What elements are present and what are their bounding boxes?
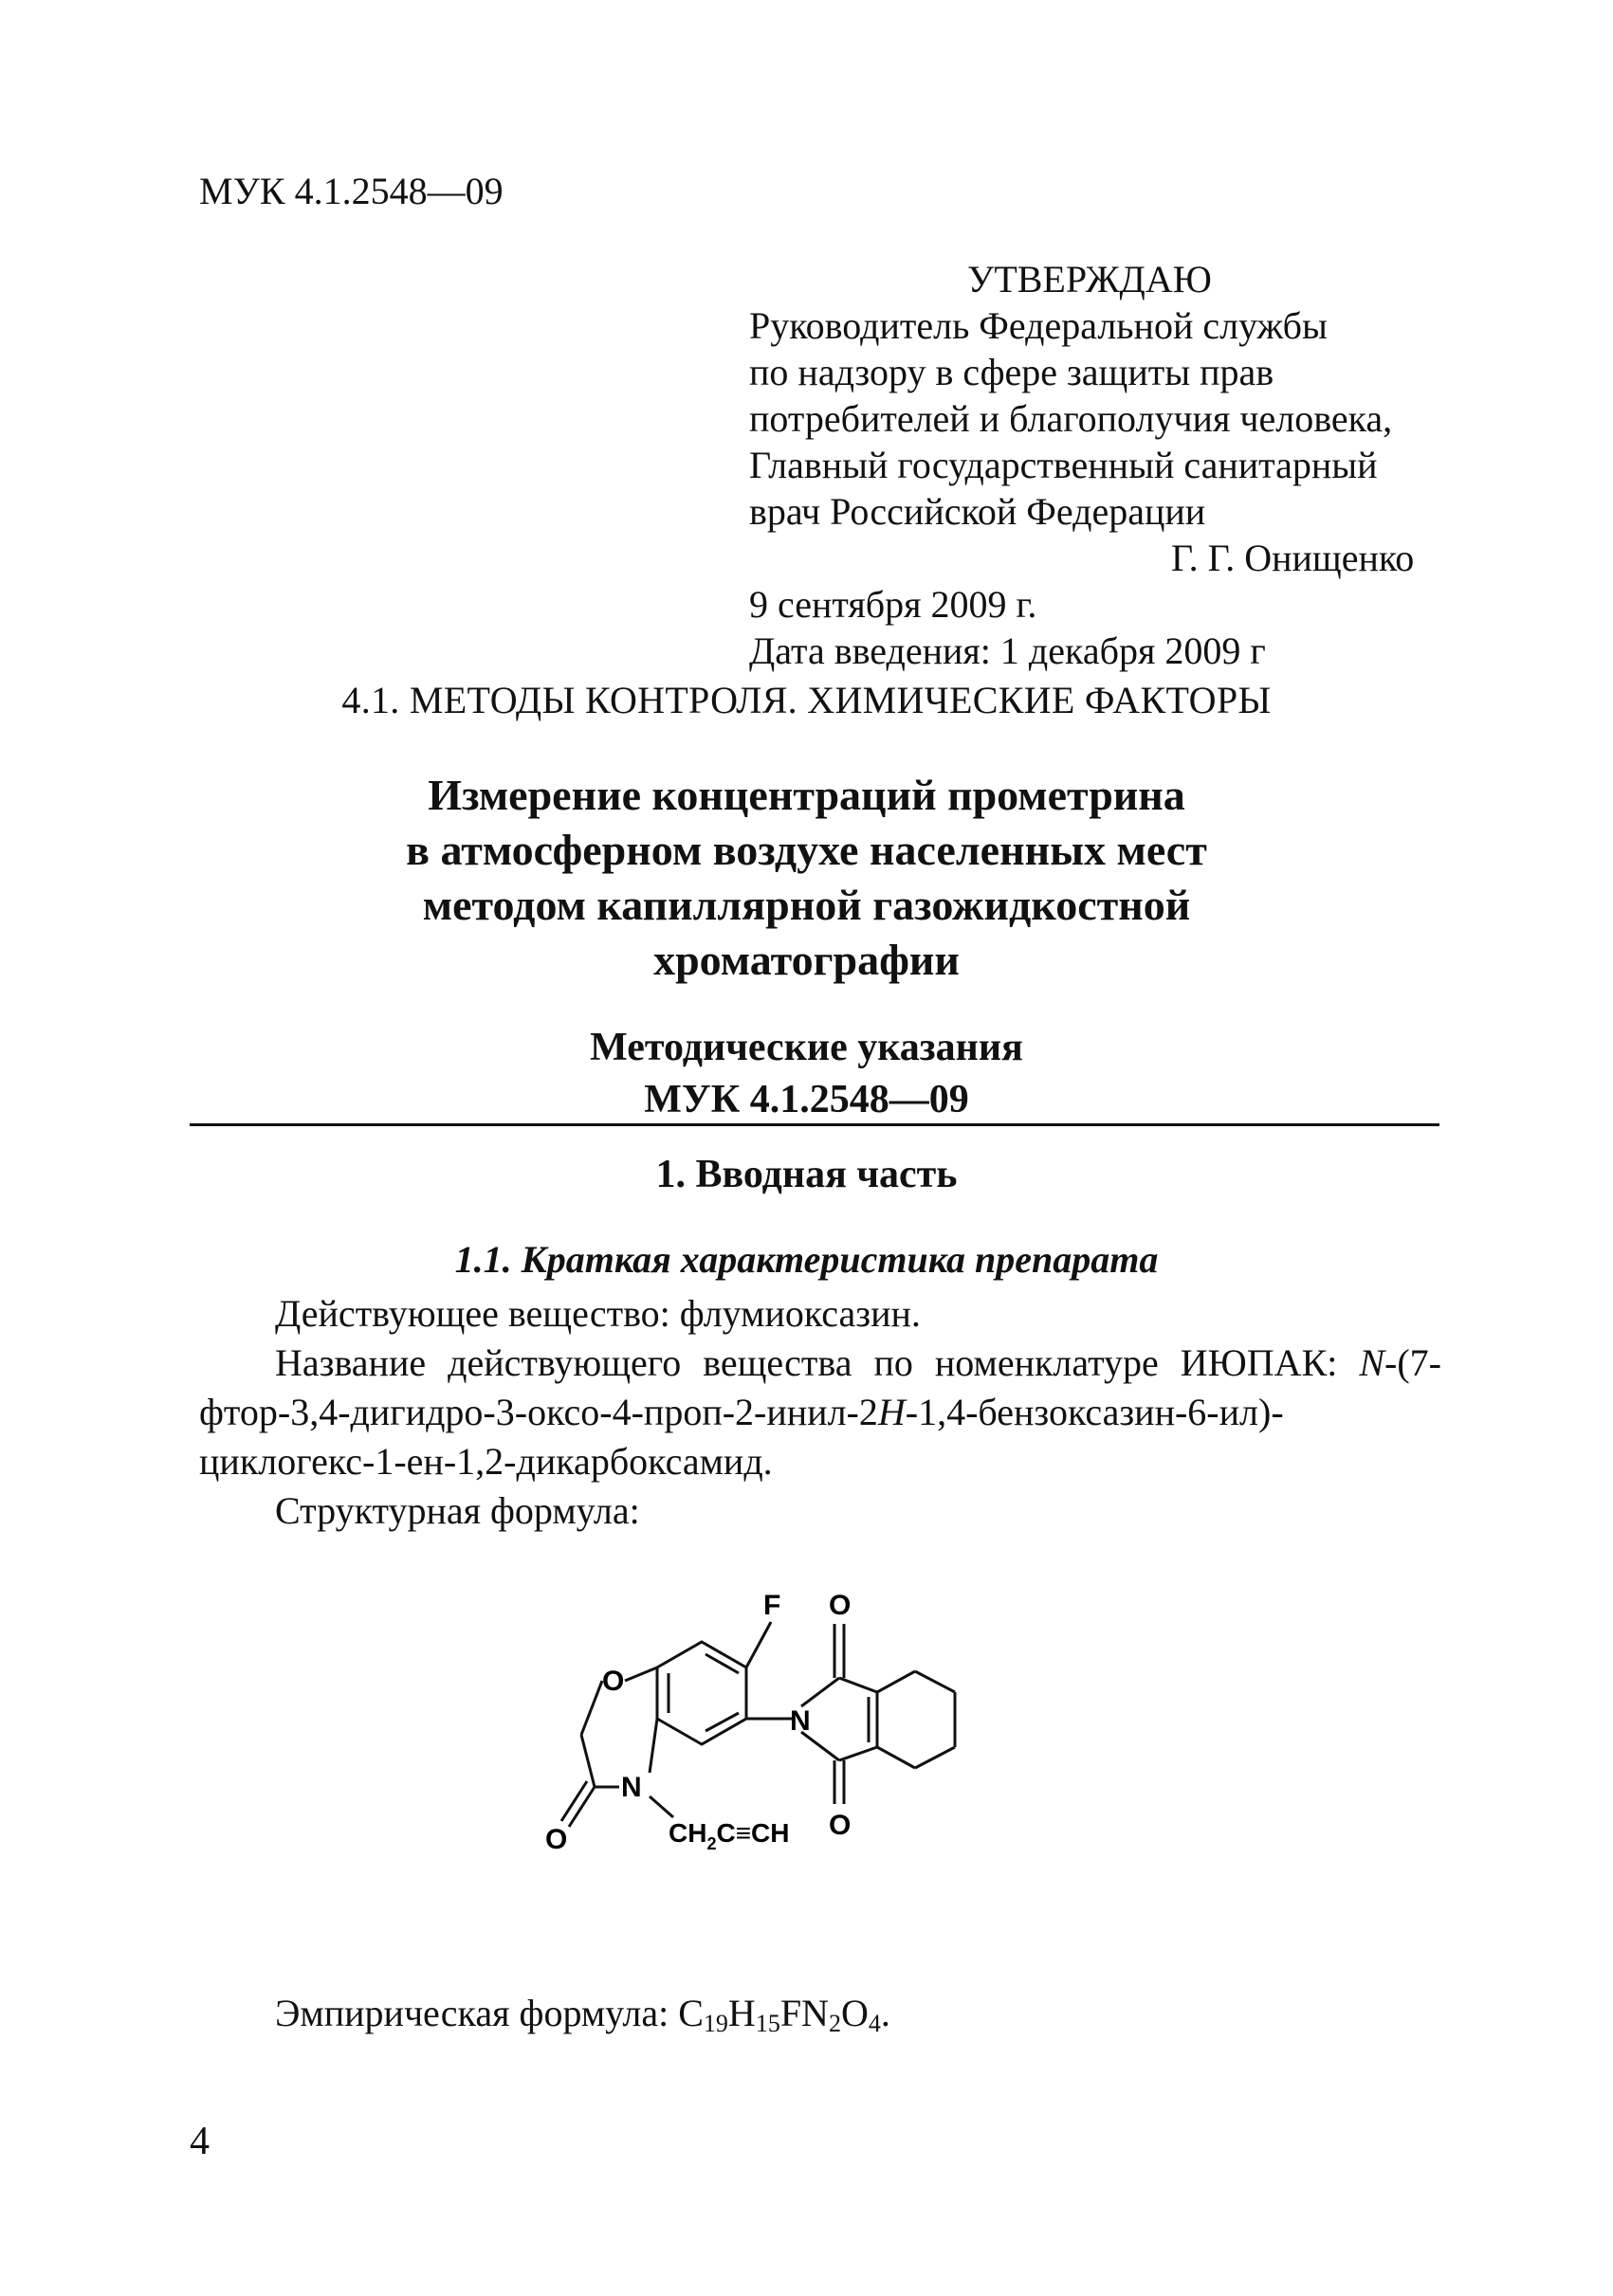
formula-o-count: 4 bbox=[868, 2010, 881, 2037]
structural-formula bbox=[526, 1559, 981, 1901]
section-heading: 1. Вводная часть bbox=[655, 1153, 958, 1196]
active-substance: Действующее вещество: флумиоксазин. bbox=[275, 1292, 921, 1335]
doc-code: МУК 4.1.2548—09 bbox=[199, 170, 504, 212]
horizontal-rule bbox=[190, 1123, 1439, 1126]
empirical-label: Эмпирическая формула: bbox=[275, 1992, 679, 2034]
approval-line: Руководитель Федеральной службы bbox=[749, 304, 1328, 347]
formula-n-count: 2 bbox=[828, 2010, 841, 2037]
ch2-group bbox=[669, 1818, 789, 1853]
formula-o: O bbox=[840, 1992, 869, 2034]
atom-o-ring: O bbox=[602, 1666, 625, 1697]
iupac-prefix: Название действующего вещества по номенклатуре ИЮПАК: bbox=[275, 1341, 1360, 1384]
document-title bbox=[0, 768, 1613, 988]
title-line: хроматографии bbox=[653, 936, 960, 984]
ch2-text: CH bbox=[669, 1818, 707, 1848]
approval-heading: УТВЕРЖДАЮ bbox=[967, 258, 1212, 301]
approval-line: Главный государственный санитарный bbox=[749, 444, 1378, 486]
document-subtitle bbox=[0, 1022, 1613, 1126]
atom-n-imide: N bbox=[790, 1705, 811, 1737]
iupac-h: H bbox=[877, 1391, 906, 1433]
atom-f: F bbox=[763, 1590, 781, 1621]
formula-c: C bbox=[678, 1992, 704, 2034]
iupac-n: N bbox=[1359, 1341, 1385, 1384]
approval-date: 9 сентября 2009 г. bbox=[749, 583, 1037, 626]
title-line: Измерение концентраций прометрина bbox=[428, 771, 1185, 819]
structure-label: Структурная формула: bbox=[275, 1489, 640, 1532]
atom-n-ring: N bbox=[621, 1772, 642, 1803]
iupac-part3: -1,4-бензоксазин-6-ил)-циклогекс-1-ен-1,2-дикарбоксамид. bbox=[199, 1391, 1284, 1483]
approval-signer: Г. Г. Онищенко bbox=[1171, 537, 1415, 579]
title-line: методом капиллярной газожидкостной bbox=[422, 881, 1191, 929]
empirical-formula bbox=[275, 1991, 890, 2038]
benzene-ring bbox=[657, 1642, 746, 1744]
formula-end: . bbox=[880, 1992, 890, 2034]
formula-fn: FN bbox=[779, 1992, 829, 2034]
triple-bond-text: C≡CH bbox=[716, 1818, 790, 1848]
formula-h-count: 15 bbox=[755, 2010, 780, 2037]
approval-line: по надзору в сфере защиты прав bbox=[749, 351, 1274, 393]
atom-o-imide-bottom: O bbox=[829, 1810, 852, 1841]
ch2-subscript: 2 bbox=[706, 1834, 717, 1853]
intro-date: Дата введения: 1 декабря 2009 г bbox=[749, 629, 1266, 672]
subsection-heading: 1.1. Краткая характеристика препарата bbox=[454, 1238, 1159, 1281]
approval-block bbox=[749, 256, 1414, 674]
formula-h: H bbox=[727, 1992, 756, 2034]
approval-line: потребителей и благополучия человека, bbox=[749, 397, 1393, 440]
subtitle-line: Методические указания bbox=[590, 1026, 1023, 1069]
iupac-name bbox=[199, 1339, 1441, 1486]
page-number: 4 bbox=[190, 2120, 210, 2163]
atom-o-lower: O bbox=[545, 1824, 568, 1855]
approval-line: врач Российской Федерации bbox=[749, 490, 1206, 533]
title-line: в атмосферном воздухе населенных мест bbox=[406, 826, 1207, 874]
formula-c-count: 19 bbox=[703, 2010, 728, 2037]
section-line: 4.1. МЕТОДЫ КОНТРОЛЯ. ХИМИЧЕСКИЕ ФАКТОРЫ bbox=[341, 679, 1272, 721]
atom-o-top: O bbox=[829, 1590, 852, 1621]
iupac-part2: -(7-фтор-3,4-дигидро-3-оксо-4-проп-2-инил-2 bbox=[199, 1341, 1441, 1433]
subtitle-code: МУК 4.1.2548—09 bbox=[644, 1078, 969, 1121]
